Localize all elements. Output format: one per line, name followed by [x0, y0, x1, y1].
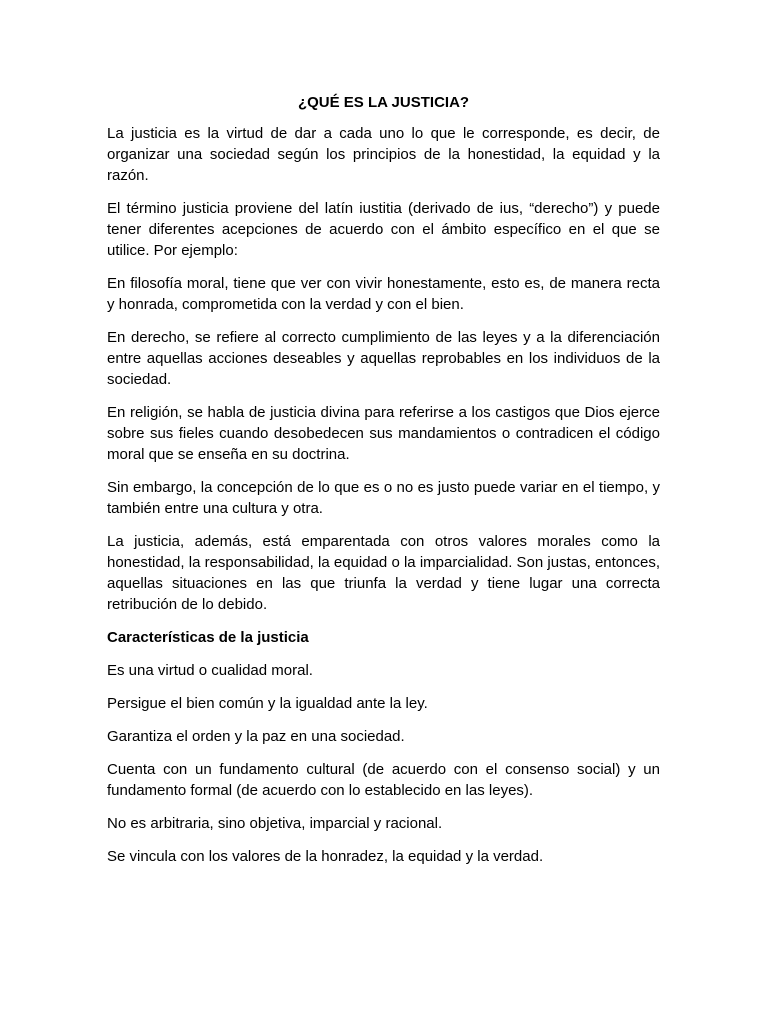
characteristic-item: Persigue el bien común y la igualdad ante la ley.	[107, 695, 428, 712]
paragraph-moral-philosophy: En filosofía moral, tiene que ver con vivir honestamente, esto es, de manera recta y honrada, comprometida con la verdad y con el bien.	[107, 275, 660, 313]
paragraph-variation: Sin embargo, la concepción de lo que es o no es justo puede variar en el tiempo, y también entre una cultura y otra.	[107, 479, 660, 517]
paragraph-related-values: La justicia, además, está emparentada con otros valores morales como la honestidad, la responsabilidad, la equidad o la imparcialidad. Son justas, entonces, aquellas situaciones en las que triunfa la verdad y tiene lugar una correcta retribución de lo debido.	[107, 533, 660, 613]
paragraph-law: En derecho, se refiere al correcto cumplimiento de las leyes y a la diferenciación entre aquellas acciones deseables y aquellas reprobables en los individuos de la sociedad.	[107, 329, 660, 388]
characteristic-item: Garantiza el orden y la paz en una sociedad.	[107, 728, 405, 745]
document-title: ¿QUÉ ES LA JUSTICIA?	[297, 94, 470, 111]
paragraph-etymology: El término justicia proviene del latín iustitia (derivado de ius, “derecho”) y puede tener diferentes acepciones de acuerdo con el ámbito específico en el que se utilice. Por ejemplo:	[107, 200, 660, 259]
paragraph-religion: En religión, se habla de justicia divina para referirse a los castigos que Dios ejerce sobre sus fieles cuando desobedecen sus mandamientos o contradicen el código moral que se enseña en su doctrina.	[107, 404, 660, 463]
document-page	[107, 92, 660, 879]
characteristic-item: Se vincula con los valores de la honradez, la equidad y la verdad.	[107, 848, 544, 865]
characteristic-item: No es arbitraria, sino objetiva, imparcial y racional.	[107, 815, 443, 832]
paragraph-definition: La justicia es la virtud de dar a cada uno lo que le corresponde, es decir, de organizar una sociedad según los principios de la honestidad, la equidad y la razón.	[107, 125, 660, 184]
characteristic-item: Es una virtud o cualidad moral.	[107, 662, 313, 679]
characteristics-heading: Características de la justicia	[107, 629, 309, 646]
characteristic-item: Cuenta con un fundamento cultural (de acuerdo con el consenso social) y un fundamento formal (de acuerdo con lo establecido en las leyes).	[107, 761, 660, 799]
